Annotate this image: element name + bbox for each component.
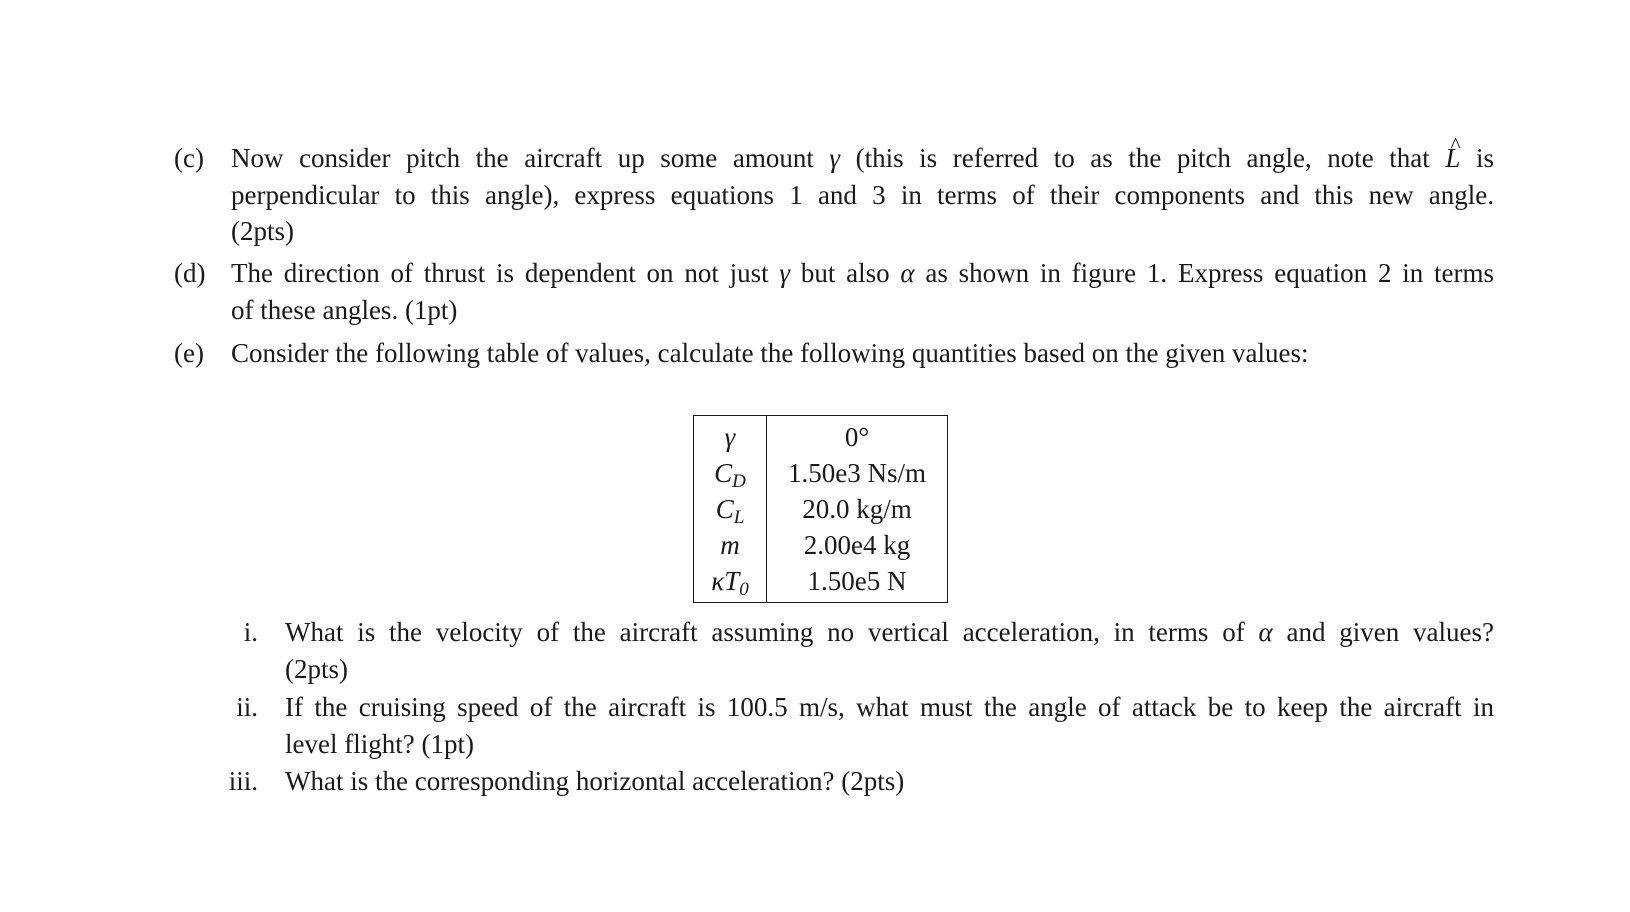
symbol: m	[720, 530, 740, 560]
text-line	[285, 726, 1494, 763]
question-item-d	[174, 255, 1494, 328]
symbol-cell	[694, 416, 767, 456]
text-run: is	[1460, 143, 1494, 173]
value-cell: 1.50e3 Ns/m	[788, 458, 926, 488]
table-row	[694, 455, 948, 491]
item-text	[231, 140, 1494, 250]
text-run: If the cruising speed of the aircraft is 100.5 m/s, what must the angle of attack be to keep the aircraft in	[285, 692, 1494, 722]
item-label: (c)	[174, 143, 204, 173]
text-line	[285, 651, 1494, 688]
table-row	[694, 491, 948, 527]
text-line	[285, 689, 1494, 726]
symbol: γ	[724, 422, 736, 452]
symbol-cell	[694, 455, 767, 491]
symbol: κT	[711, 566, 740, 596]
value-cell: 1.50e5 N	[807, 566, 907, 596]
symbol-cell	[694, 527, 767, 563]
item-label: (e)	[174, 338, 204, 368]
text-run: but also	[790, 258, 901, 288]
question-item-c	[174, 140, 1494, 250]
math-alpha: α	[900, 258, 915, 288]
symbol-cell	[694, 563, 767, 603]
value-cell: 0°	[844, 422, 870, 452]
math-l-hat: ^ L	[1445, 140, 1460, 177]
text-line	[231, 292, 1494, 329]
text-run: (2pts)	[285, 653, 348, 684]
text-line	[285, 614, 1494, 651]
text-run: level flight? (1pt)	[285, 728, 474, 759]
subitem-text	[285, 689, 1494, 762]
text-run: (2pts)	[231, 216, 294, 246]
subitem-label: i.	[243, 617, 258, 647]
text-run: as shown in figure 1. Express equation 2 in terms	[914, 258, 1494, 288]
value-cell: 20.0 kg/m	[802, 494, 912, 524]
subitem-label: ii.	[236, 692, 258, 722]
item-text	[231, 255, 1494, 328]
subitem-text	[285, 614, 1494, 687]
text-run: of these angles. (1pt)	[231, 294, 458, 325]
math-gamma: γ	[829, 143, 841, 173]
table-row	[694, 527, 948, 563]
text-run: The direction of thrust is dependent on not just	[231, 258, 780, 288]
item-label: (d)	[174, 258, 206, 288]
math-alpha: α	[1258, 617, 1273, 647]
item-text	[231, 335, 1494, 372]
value-cell: 2.00e4 kg	[803, 530, 911, 560]
text-run: What is the corresponding horizontal acceleration? (2pts)	[285, 766, 905, 796]
text-run: Consider the following table of values, calculate the following quantities based on the given values:	[231, 338, 1309, 368]
subquestion-ii	[228, 689, 1494, 762]
text-run: perpendicular to this angle), express equations 1 and 3 in terms of their components and this new angle.	[231, 179, 1494, 210]
text-line	[231, 177, 1494, 214]
table-row	[694, 563, 948, 603]
text-line	[285, 763, 1494, 800]
text-line	[231, 140, 1494, 177]
subquestion-i	[228, 614, 1494, 687]
text-run: and given values?	[1272, 617, 1494, 647]
symbol: C	[715, 494, 734, 524]
question-item-e	[174, 335, 1494, 372]
text-run: Now consider pitch the aircraft up some amount	[231, 143, 830, 173]
subitem-label: iii.	[228, 766, 258, 796]
values-table	[693, 415, 948, 603]
subquestion-iii	[228, 763, 1494, 800]
text-run: What is the velocity of the aircraft assuming no vertical acceleration, in terms of	[285, 617, 1259, 647]
symbol-subscript: L	[733, 507, 745, 528]
text-line	[231, 213, 1494, 250]
symbol-subscript: 0	[739, 579, 749, 600]
symbol-cell	[694, 491, 767, 527]
table-row	[694, 416, 948, 456]
math-gamma: γ	[779, 258, 791, 288]
text-line	[231, 255, 1494, 292]
symbol-subscript: D	[732, 471, 746, 492]
subitem-text	[285, 763, 1494, 800]
text-line	[231, 335, 1494, 372]
symbol: C	[714, 458, 733, 488]
text-run: (this is referred to as the pitch angle, note that	[840, 143, 1446, 173]
